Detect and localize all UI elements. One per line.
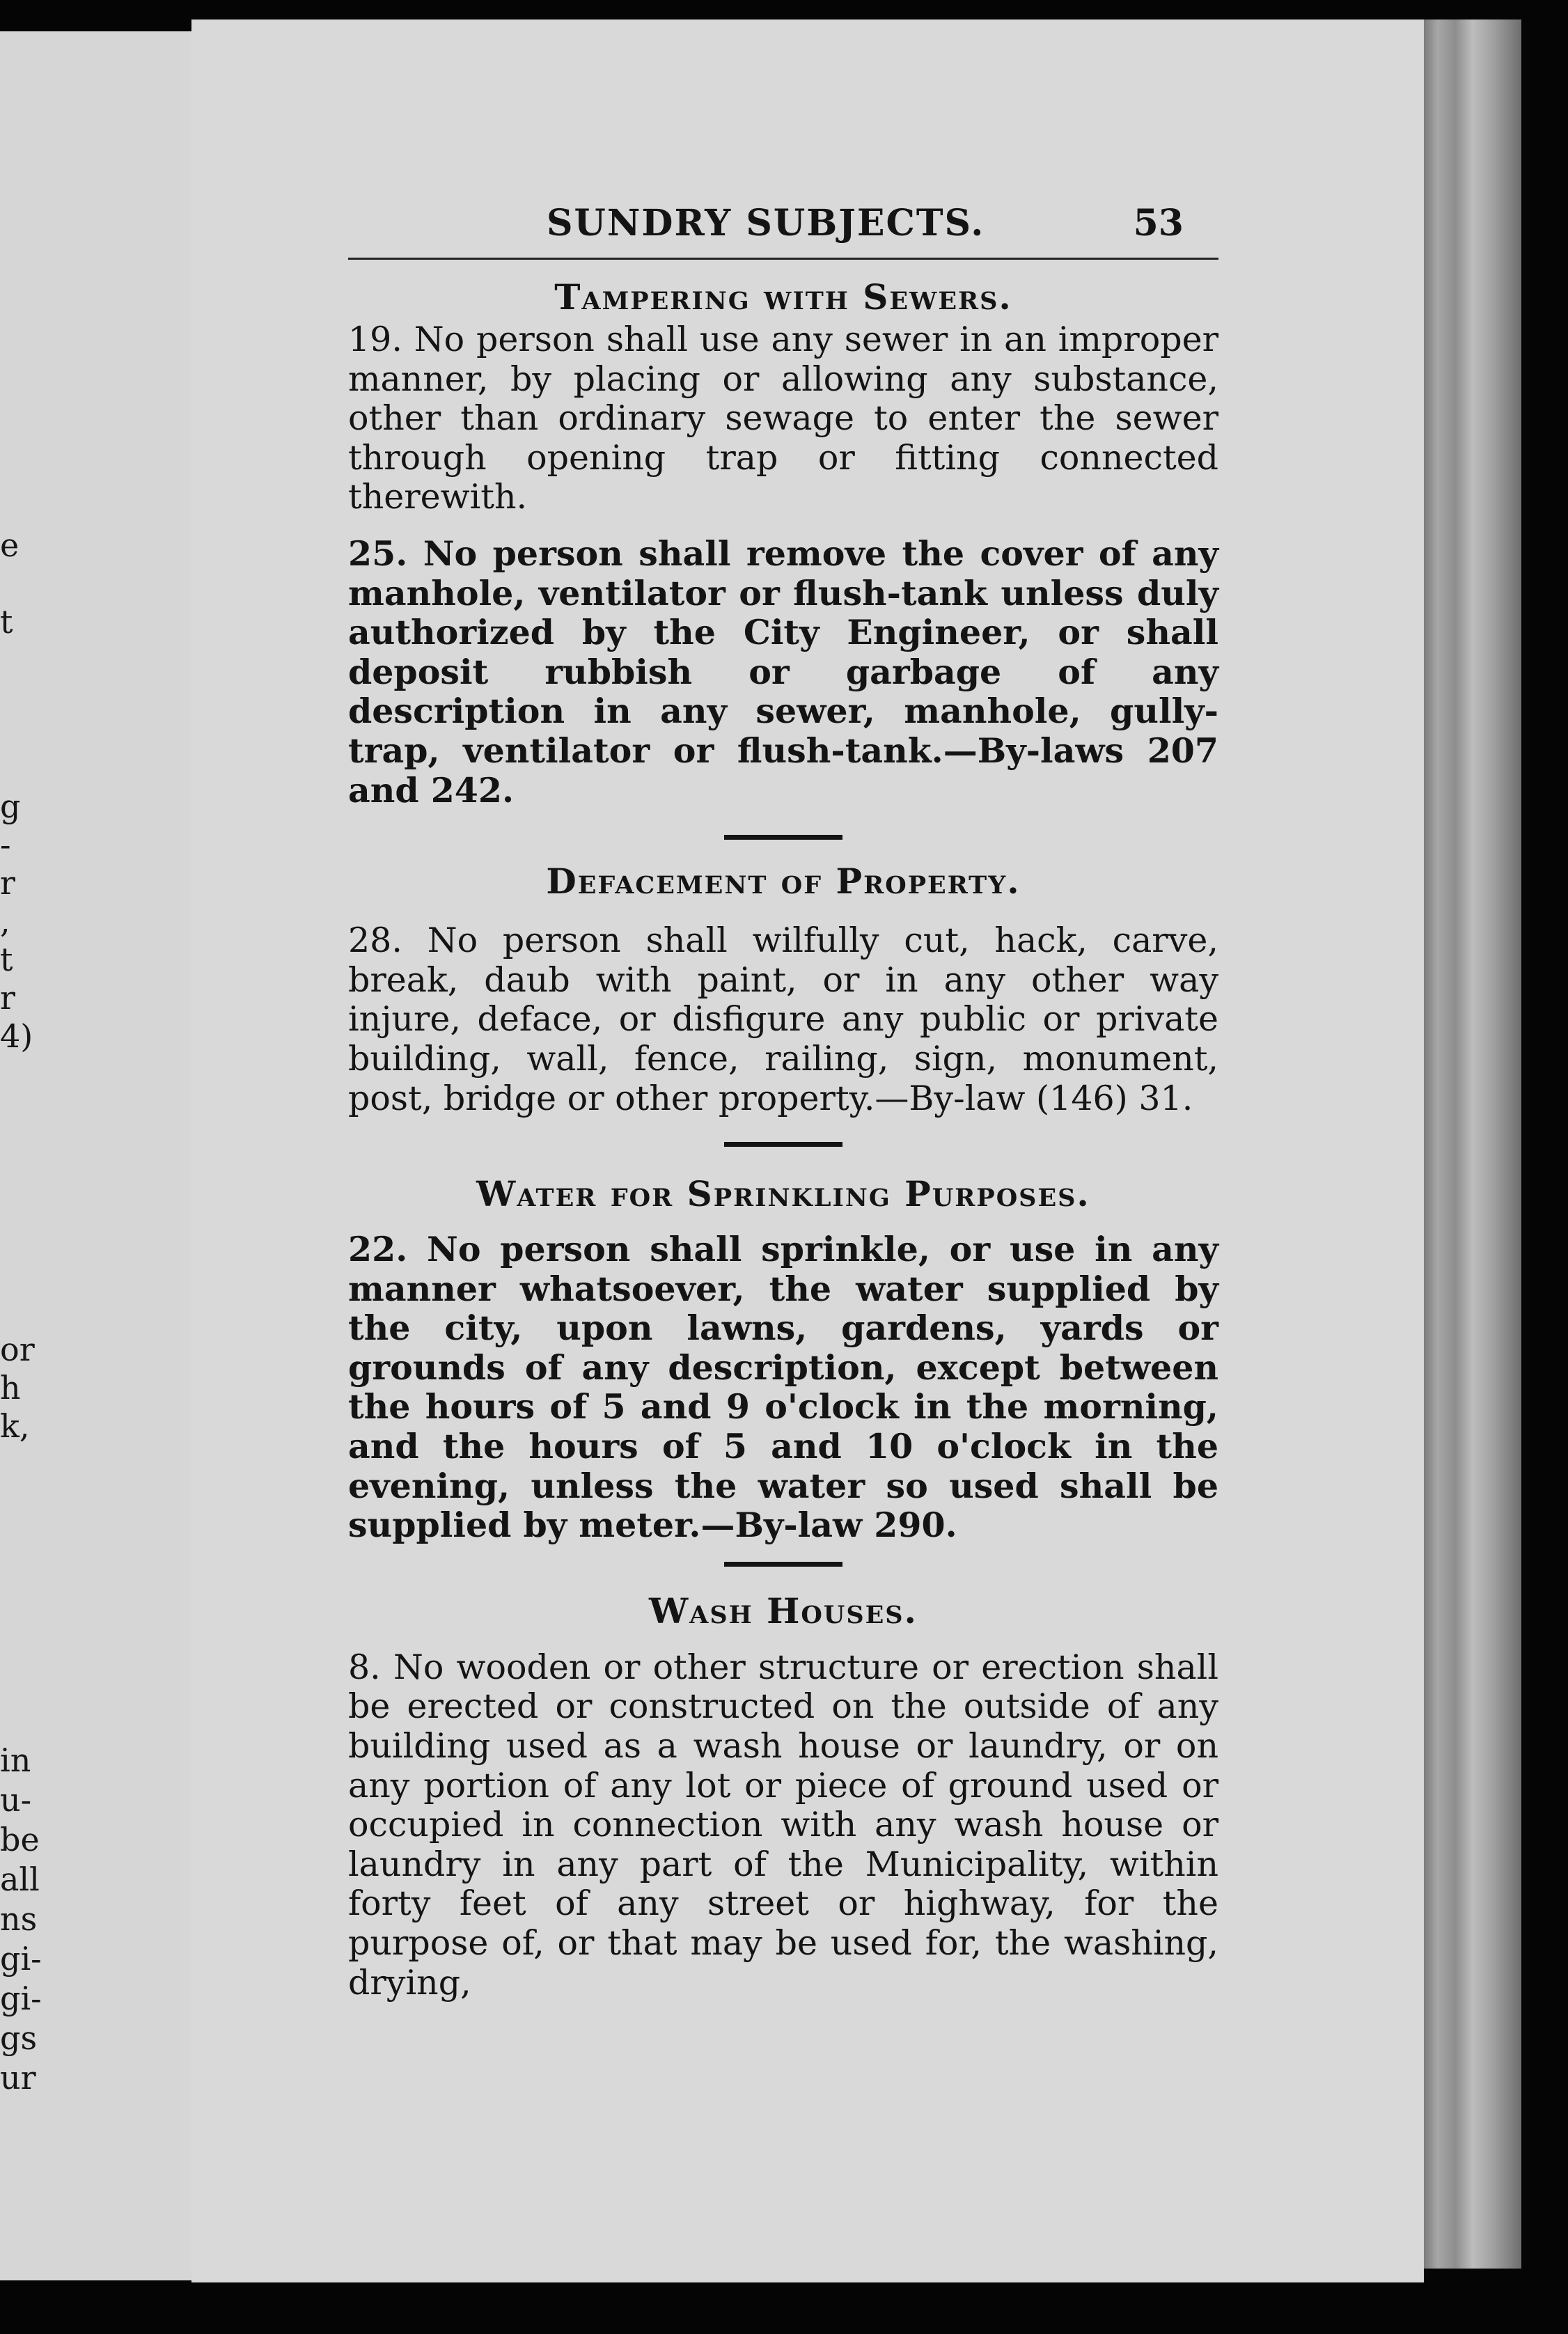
fragment: ur	[0, 2059, 36, 2097]
bylaw-paragraph: 25. No person shall remove the cover of any manhole, ventilator or flush-tank unless duly authorized by the City Engineer, or shall deposit rubbish or garbage of any description in any sewer, manhole, gully-trap, ventilator or flush-tank.—By-laws 207 and 242.	[348, 533, 1218, 810]
fragment: r	[0, 864, 15, 902]
section-divider	[724, 835, 842, 840]
bylaw-paragraph: 19. No person shall use any sewer in an improper manner, by placing or allowing any substance, other than ordinary sewage to enter the sewer through opening trap or fitting connected therewith.	[348, 320, 1218, 517]
fragment: t	[0, 941, 13, 978]
section-heading: Defacement of Property.	[546, 861, 1021, 902]
section-heading: Wash Houses.	[649, 1590, 918, 1631]
facing-page	[0, 31, 209, 2280]
page-number: 53	[1133, 202, 1184, 244]
fragment: be	[0, 1821, 40, 1858]
fragment: g	[0, 788, 21, 825]
fragment: ,	[0, 902, 10, 940]
fragment: gi-	[0, 1940, 42, 1977]
bylaw-paragraph: 8. No wooden or other structure or erection shall be erected or constructed on the outside of any building used as a wash house or laundry, or on any portion of any lot or piece of ground used or occupied in connection with any wash house or laundry in any part of the Municipality, within forty feet of any street or highway, for the purpose of, or that may be used for, the washing, drying,	[348, 1647, 1218, 2003]
section-divider	[724, 1142, 842, 1147]
running-head	[348, 202, 1218, 260]
fragment: 4)	[0, 1017, 33, 1055]
fragment: u-	[0, 1781, 32, 1819]
page-content	[348, 202, 1218, 2003]
fragment: in	[0, 1741, 31, 1779]
page-edges	[1424, 19, 1521, 2269]
fragment: t	[0, 603, 13, 641]
fragment: all	[0, 1861, 40, 1898]
section-heading: Tampering with Sewers.	[554, 276, 1012, 318]
fragment: ns	[0, 1900, 38, 1938]
fragment: gi-	[0, 1980, 42, 2017]
bylaw-paragraph: 28. No person shall wilfully cut, hack, carve, break, daub with paint, or in any other way injure, deface, or disfigure any public or private building, wall, fence, railing, sign, monument, post, bridge or other property.—By-law (146) 31.	[348, 921, 1218, 1118]
running-title: SUNDRY SUBJECTS.	[547, 202, 985, 244]
section-heading: Water for Sprinkling Purposes.	[476, 1173, 1090, 1215]
fragment: or	[0, 1331, 35, 1368]
fragment: h	[0, 1369, 21, 1407]
fragment: -	[0, 826, 11, 863]
fragment: gs	[0, 2019, 38, 2057]
fragment: k,	[0, 1407, 30, 1445]
section-divider	[724, 1562, 842, 1567]
bylaw-paragraph: 22. No person shall sprinkle, or use in any manner whatsoever, the water supplied by the city, upon lawns, gardens, yards or grounds of any description, except between the hours of 5 and 9 o'clock in the morning, and the hours of 5 and 10 o'clock in the evening, unless the water so used shall be supplied by meter.—By-law 290.	[348, 1229, 1218, 1546]
fragment: r	[0, 979, 15, 1017]
facing-page-text	[0, 31, 209, 2280]
fragment: e	[0, 526, 19, 564]
